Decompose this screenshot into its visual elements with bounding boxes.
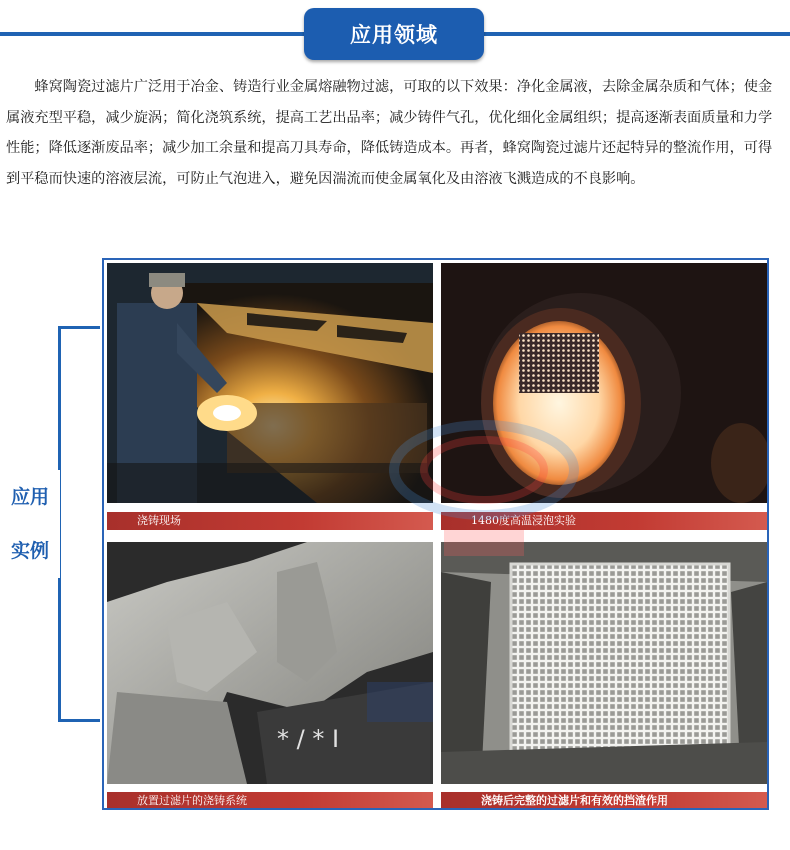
side-label-line2: 实例 <box>10 540 49 562</box>
photo-casting-site <box>107 263 433 503</box>
side-bracket <box>58 326 100 722</box>
application-photo-panel <box>102 258 769 810</box>
photo-filter-after-casting <box>441 542 767 784</box>
side-label <box>0 470 60 578</box>
caption-soak-test: 1480度高温浸泡实验 <box>441 512 767 530</box>
photo-gating-system <box>107 542 433 784</box>
casting-site-image <box>107 263 433 503</box>
section-title-tab <box>304 8 484 60</box>
caption-casting-site: 浇铸现场 <box>107 512 433 530</box>
filter-after-casting-image <box>441 542 767 784</box>
intro-paragraph: 蜂窝陶瓷过滤片广泛用于冶金、铸造行业金属熔融物过滤，可取的以下效果：净化金属液，去除金属杂质和气体；使金属液充型平稳，减少旋涡；简化浇筑系统，提高工艺出品率；减少铸件气孔，优化细化金属组织；提高逐渐表面质量和力学性能；降低逐渐废品率；减少加工余量和提高刀具寿命，降低铸造成本。再者，蜂窝陶瓷过滤片还起特异的整流作用，可得到平稳而快速的溶液层流，可防止气泡进入，避免因湍流而使金属氧化及由溶液飞溅造成的不良影响。 <box>6 79 773 187</box>
photo-soak-test <box>441 263 767 503</box>
soak-test-image <box>441 263 767 503</box>
caption-gating-system: 放置过滤片的浇铸系统 <box>107 792 433 810</box>
caption-filter-after-casting: 浇铸后完整的过滤片和有效的挡渣作用 <box>441 792 767 810</box>
side-label-line1: 应用 <box>10 486 49 508</box>
section-title: 应用领域 <box>350 23 438 47</box>
svg-text:* / * Ⅰ: * / * Ⅰ <box>277 725 340 753</box>
gating-system-image <box>107 542 433 784</box>
